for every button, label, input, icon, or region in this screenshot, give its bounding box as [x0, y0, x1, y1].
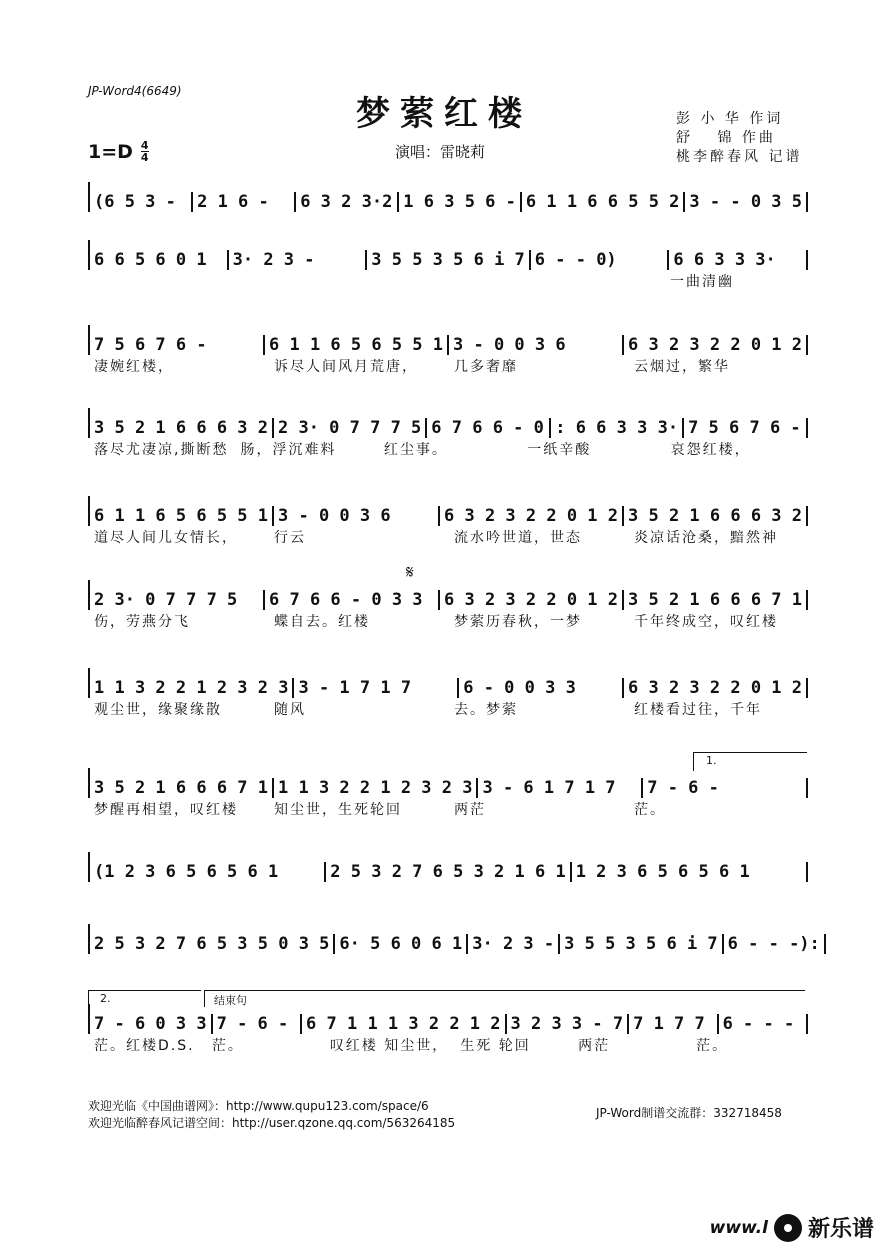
notes-row [88, 1004, 808, 1034]
measure: 3 2 3 3 - 7 [507, 1014, 630, 1034]
notes-row [88, 496, 808, 526]
lyric-segment: 梦萦历春秋，一梦 [454, 614, 582, 630]
stave-1 [88, 182, 808, 212]
measure: 3 - 0 0 3 6 [274, 506, 440, 526]
credits-block [676, 110, 802, 167]
measure: 3 - 6 1 7 1 7 [478, 778, 643, 798]
measure: 7 5 6 7 6 - [90, 335, 265, 355]
lyrics-row [88, 698, 808, 720]
measure: 6 1 1 6 6 5 5 2 [522, 192, 686, 212]
measure: 6 3 2 3 2 2 0 1 2 [624, 335, 808, 355]
lyric-segment: 茫。 [634, 802, 666, 818]
lyric-segment: 诉尽人间风月荒唐， [274, 359, 418, 375]
measure: 6 3 2 3 2 2 0 1 2 [624, 678, 808, 698]
lyric-segment: 茫。 [696, 1038, 729, 1054]
stave-3 [88, 325, 808, 377]
lyric-segment: 两茫 [454, 802, 486, 818]
notes-row [88, 924, 820, 954]
record-icon [774, 1214, 802, 1242]
footer-line-2: 欢迎光临醉春风记谱空间：http://user.qzone.qq.com/563264185 [88, 1116, 456, 1130]
measure: 3 5 2 1 6 6 6 7 1 [624, 590, 808, 610]
lyrics-row [88, 1034, 808, 1056]
measure: 6 1 1 6 5 6 5 5 1 [265, 335, 449, 355]
lyric-segment: 知尘世，生死轮回 [274, 802, 402, 818]
measure: 3 - 0 0 3 6 [449, 335, 624, 355]
notes-row [88, 668, 808, 698]
volta-2-label: 2. [100, 992, 111, 1005]
measure: 7 5 6 7 6 - [684, 418, 808, 438]
lyric-segment: 蝶自去。红楼 [274, 614, 370, 630]
ending-label: 结束句 [214, 994, 247, 1007]
stave-11 [88, 1004, 808, 1056]
measure: 6 7 1 1 1 3 2 2 1 2 [302, 1014, 506, 1034]
key-signature [88, 140, 149, 163]
lyric-segment: 流水吟世道，世态 [454, 530, 582, 546]
lyric-segment: 两茫 [578, 1038, 611, 1054]
lyric-segment: 几多奢靡 [454, 359, 518, 375]
measure: 2 1 6 - [193, 192, 296, 212]
measure: 3 - 1 7 1 7 [294, 678, 459, 698]
stave-7 [88, 668, 808, 720]
measure: 7 - 6 0 3 3 [90, 1014, 213, 1034]
measure: 7 - 6 - [643, 778, 808, 798]
measure: 3· 2 3 - [468, 934, 560, 954]
measure: 3 5 5 3 5 6 i 7 [560, 934, 724, 954]
notes-row [88, 325, 808, 355]
lyric-segment: 凄婉红楼， [94, 359, 174, 375]
measure: (1 2 3 6 5 6 5 6 1 [90, 862, 326, 882]
lyrics-row [88, 438, 808, 460]
measure: 3 5 2 1 6 6 6 3 2 [90, 418, 274, 438]
measure: 6 1 1 6 5 6 5 5 1 [90, 506, 274, 526]
lyric-segment: 一曲清幽 [670, 274, 734, 290]
measure: 2 3· 0 7 7 7 5 [90, 590, 265, 610]
measure: 6 - - 0) [531, 250, 670, 270]
measure: 6 - 0 0 3 3 [459, 678, 624, 698]
stave-6 [88, 580, 808, 632]
lyric-segment: 梦醒再相望，叹红楼 [94, 802, 238, 818]
measure: : 6 6 3 3 3· [551, 418, 684, 438]
stave-10 [88, 924, 820, 954]
lyric-segment: 肠，浮沉难料 [240, 442, 337, 458]
lyric-segment: 茫。 [211, 1038, 244, 1054]
measure: 6 3 2 3 2 2 0 1 2 [440, 506, 624, 526]
lyric-segment: 生死 轮回 [460, 1038, 531, 1054]
source-tag: JP-Word4(6649) [88, 84, 182, 98]
stave-5 [88, 496, 808, 548]
measure: 6 3 2 3 2 2 0 1 2 [440, 590, 624, 610]
measure: 6 - - - [719, 1014, 808, 1034]
segno-sign: 𝄋 [406, 562, 414, 583]
measure: 3 5 2 1 6 6 6 3 2 [624, 506, 808, 526]
lyric-segment: 行云 [274, 530, 306, 546]
notes-row [88, 408, 808, 438]
ending-bracket [204, 990, 805, 1007]
lyric-segment: 去。梦萦 [454, 702, 518, 718]
song-title: 梦萦红楼 [356, 94, 532, 134]
measure: 1 1 3 2 2 1 2 3 2 3 [274, 778, 478, 798]
footer-group: JP-Word制谱交流群：332718458 [596, 1106, 782, 1120]
lyric-segment: 叹红楼 知尘世， [329, 1038, 449, 1054]
measure: 2 3· 0 7 7 7 5 [274, 418, 427, 438]
lyric-segment: 伤，劳燕分飞 [94, 614, 190, 630]
footer-line-1: 欢迎光临《中国曲谱网》：http://www.qupu123.com/space/6 [88, 1099, 429, 1113]
measure: 3 5 2 1 6 6 6 7 1 [90, 778, 274, 798]
lyric-segment: 一纸辛酸 [527, 442, 592, 458]
logo-url: www.l [709, 1217, 768, 1238]
lyric-segment: 茫。红楼D.S. [94, 1038, 195, 1054]
volta-2-bracket [88, 990, 201, 1007]
transcriber-credit: 桃李醉春风 记谱 [676, 149, 803, 165]
lyrics-row [88, 610, 808, 632]
volta-1-bracket [693, 752, 807, 771]
measure: 3· 2 3 - [229, 250, 368, 270]
stave-9 [88, 852, 808, 882]
lyric-segment: 道尽人间儿女情长， [94, 530, 238, 546]
lyric-segment: 哀怨红楼， [670, 442, 751, 458]
measure: 1 1 3 2 2 1 2 3 2 3 [90, 678, 294, 698]
measure: 6 3 2 3·2 [296, 192, 399, 212]
key-text: 1=D [88, 140, 133, 163]
footer-links [88, 1098, 455, 1132]
lyrics-row [88, 355, 808, 377]
notes-row [88, 768, 808, 798]
volta-1-label: 1. [706, 754, 717, 767]
measure: 6 7 6 6 - 0 [427, 418, 551, 438]
lyrics-row [88, 270, 808, 292]
measure: 2 5 3 2 7 6 5 3 5 0 3 5 [90, 934, 335, 954]
lyric-segment: 落尽尤凄凉,撕断愁 [94, 442, 229, 458]
lyric-segment: 千年终成空，叹红楼 [634, 614, 778, 630]
measure: 6· 5 6 0 6 1 [335, 934, 468, 954]
logo-name: 新乐谱 [807, 1217, 874, 1242]
measure: 6 7 6 6 - 0 3 3 [265, 590, 440, 610]
notes-row [88, 182, 808, 212]
measure: 3 - - 0 3 5 [685, 192, 808, 212]
singer-credit: 演唱：雷晓莉 [395, 143, 486, 161]
lyric-segment: 随风 [274, 702, 306, 718]
measure: 1 2 3 6 5 6 5 6 1 [572, 862, 808, 882]
time-signature: $\frac{4}{4}$ [140, 139, 149, 164]
measure: (6 5 3 - [90, 192, 193, 212]
lyricist-credit: 彭 小 华 作词 [676, 111, 784, 127]
lyric-segment: 红楼看过往，千年 [634, 702, 762, 718]
composer-credit: 舒 锦 作曲 [676, 130, 776, 146]
stave-8 [88, 768, 808, 820]
lyric-segment: 观尘世，缘聚缘散 [94, 702, 222, 718]
lyrics-row [88, 798, 808, 820]
measure: 3 5 5 3 5 6 i 7 [367, 250, 531, 270]
lyric-segment: 炎凉话沧桑，黯然神 [634, 530, 778, 546]
notes-row [88, 240, 808, 270]
measure: 6 - - -): [724, 934, 826, 954]
notes-row [88, 580, 808, 610]
notes-row [88, 852, 808, 882]
measure: 7 1 7 7 [629, 1014, 718, 1034]
lyric-segment: 云烟过，繁华 [634, 359, 730, 375]
lyric-segment: 红尘事。 [383, 442, 448, 458]
stave-2 [88, 240, 808, 292]
measure: 6 6 3 3 3· [669, 250, 808, 270]
measure: 1 6 3 5 6 - [399, 192, 522, 212]
measure: 7 - 6 - [213, 1014, 302, 1034]
stave-4 [88, 408, 808, 460]
site-logo [710, 1212, 874, 1243]
measure: 6 6 5 6 0 1 [90, 250, 229, 270]
measure: 2 5 3 2 7 6 5 3 2 1 6 1 [326, 862, 571, 882]
lyrics-row [88, 526, 808, 548]
